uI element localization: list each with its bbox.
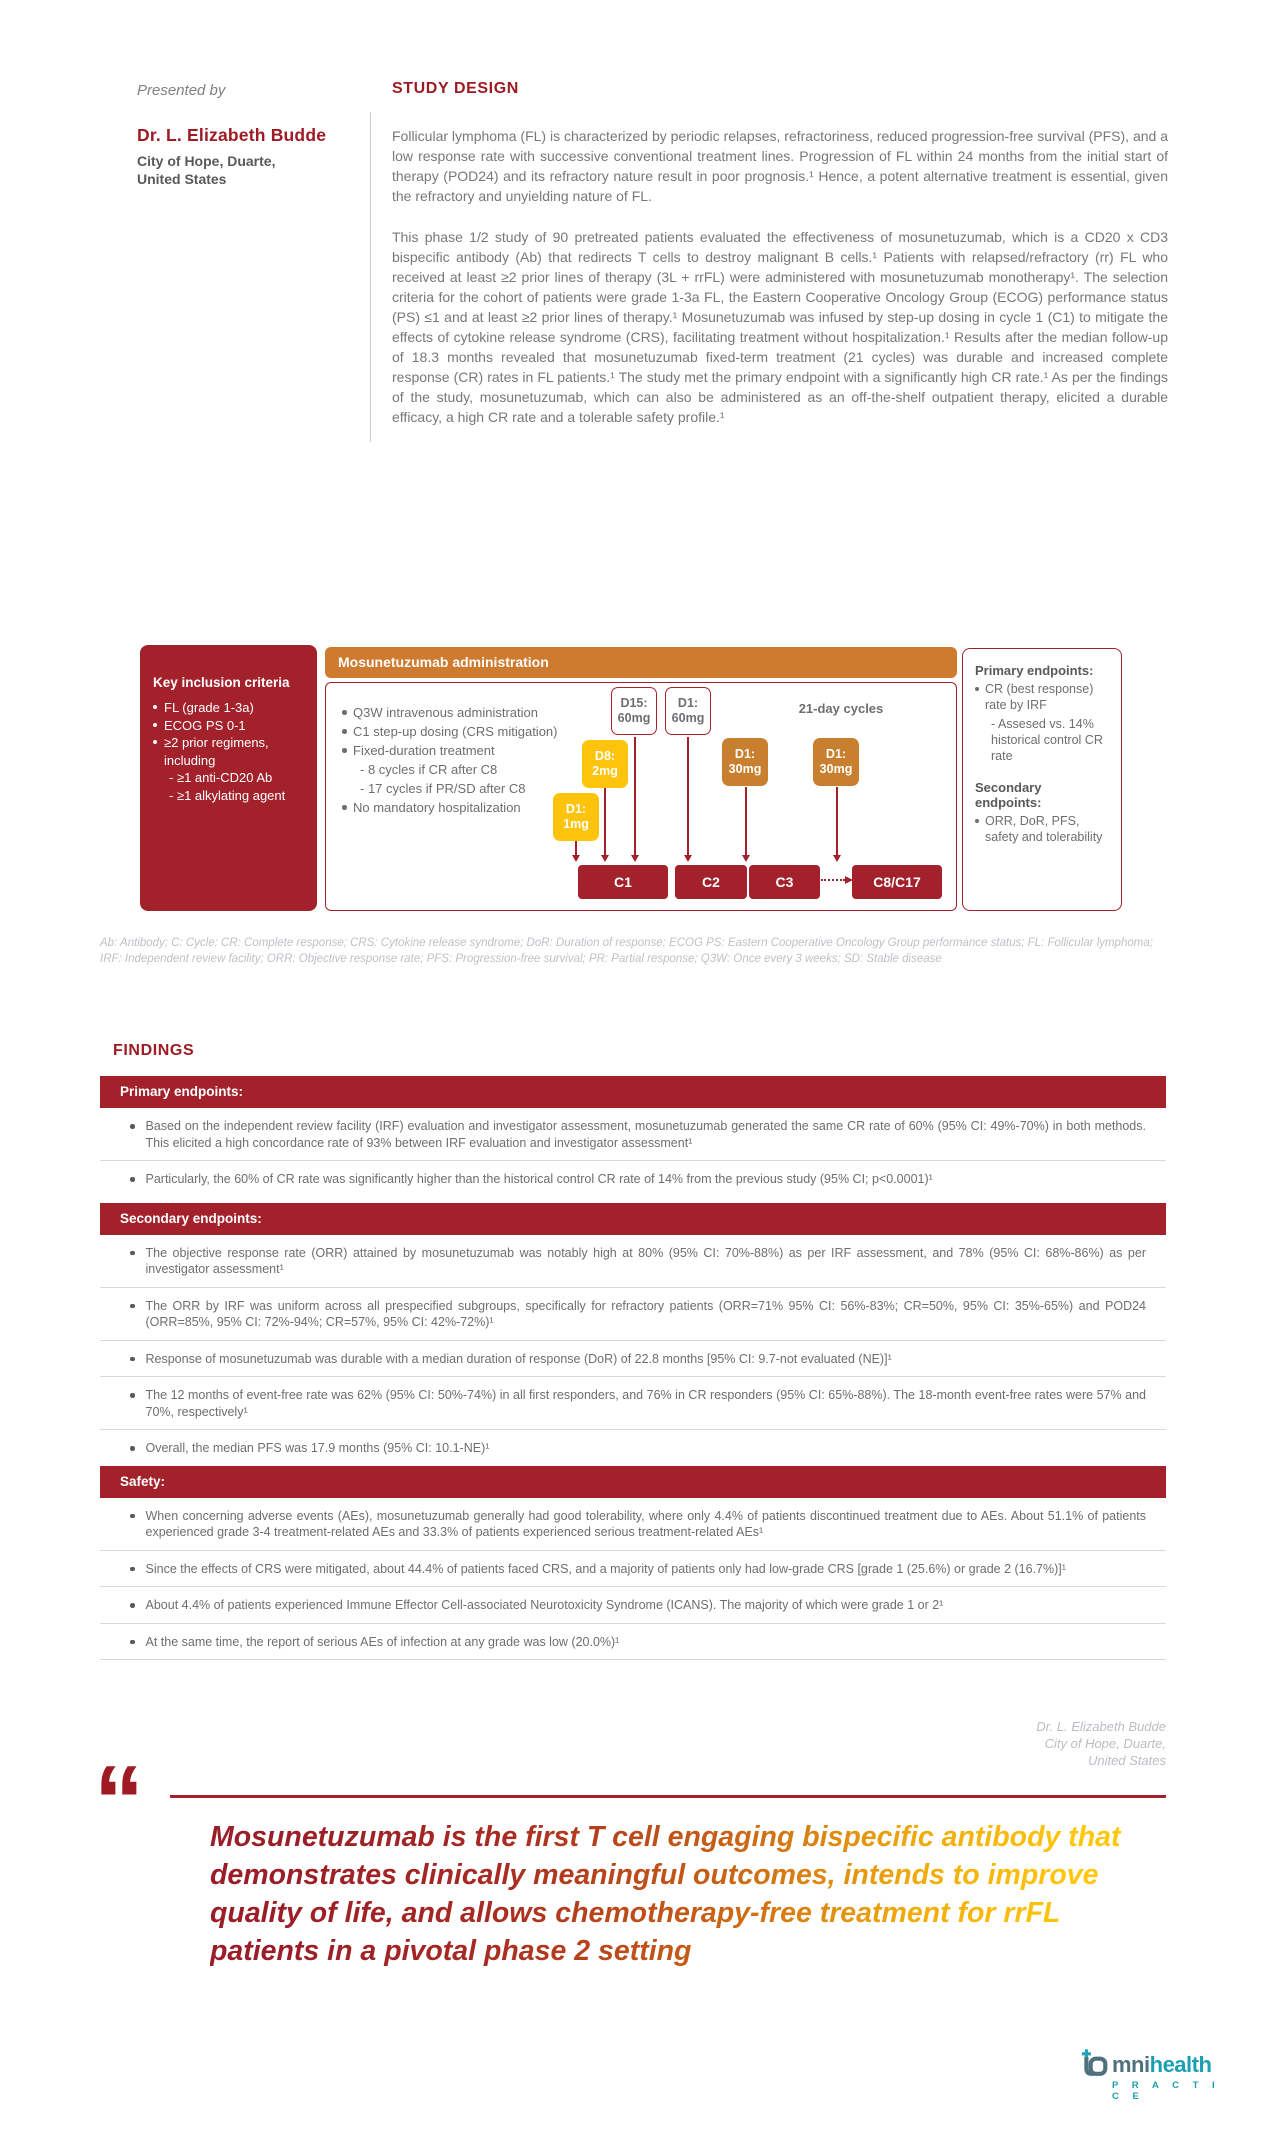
finding-bullet: [100, 1498, 1166, 1550]
dotted-arrow-right-icon: [821, 879, 845, 881]
cycle-box-c8-c17: C8/C17: [852, 865, 942, 899]
findings-header-safety: Safety:: [100, 1466, 1166, 1498]
finding-text: Particularly, the 60% of CR rate was significantly higher than the historical control CR rate of 14% from the previous study (95% CI; p<0.0001)¹: [145, 1172, 933, 1186]
finding-text: Overall, the median PFS was 17.9 months (95% CI: 10.1-NE)¹: [145, 1441, 490, 1455]
bullet-dot-icon: [130, 1393, 135, 1398]
administration-subitem: - 17 cycles if PR/SD after C8: [360, 781, 526, 796]
presenter-block: [137, 82, 357, 188]
dose-amount: 60mg: [617, 711, 651, 725]
logo-brand-suffix: health: [1149, 2052, 1212, 2077]
bullet-dot-icon: [130, 1603, 135, 1608]
inclusion-item: ECOG PS 0-1: [153, 717, 304, 735]
quote-rule: [170, 1795, 1166, 1798]
dose-box-c3-day1: [722, 738, 768, 786]
dose-amount: 2mg: [592, 764, 618, 778]
bullet-dot-icon: [130, 1514, 135, 1519]
dose-day: D8:: [594, 749, 616, 763]
bullet-dot-icon: [130, 1446, 135, 1451]
finding-text: Based on the independent review facility (IRF) evaluation and investigator assessment, mosunetuzumab generated the same CR rate of 60% (95% CI: 49%-70%) in both methods. This elicited a high concordance rate of 93% between IRF evaluation and investigator assessment¹: [145, 1119, 1146, 1150]
dose-box-c2-day1: [665, 687, 711, 735]
bullet-dot-icon: [130, 1177, 135, 1182]
finding-bullet: [100, 1587, 1166, 1623]
dose-day: D1:: [677, 696, 699, 710]
cycle-box-c2: C2: [675, 865, 747, 899]
finding-text: The 12 months of event-free rate was 62% (95% CI: 50%-74%) in all first responders, and 76% in CR responders (95% CI: 65%-88%). The 18-month event-free rates were 57% and 70%, respectively¹: [145, 1388, 1146, 1419]
secondary-endpoints-title: Secondary endpoints:: [975, 780, 1042, 810]
divider: [100, 1659, 1166, 1660]
study-paragraph-1: Follicular lymphoma (FL) is characterized by periodic relapses, refractoriness, reduced progression-free survival (PFS), and a low response rate with successive conventional treatment lines. Progression of FL within 24 months from the initial start of therapy (POD24) and its refractory nature result in poor prognosis.¹ Hence, a potent alternative treatment is essential, given the refractory and unyielding nature of FL.: [392, 128, 1168, 204]
finding-bullet: [100, 1377, 1166, 1429]
inclusion-subitem: - ≥1 anti-CD20 Ab: [169, 770, 273, 785]
pull-quote-text: Mosunetuzumab is the first T cell engaging bispecific antibody that demonstrates clinically meaningful outcomes, intends to improve quality of life, and allows chemotherapy-free treatment for rrFL patients in a pivotal phase 2 setting: [210, 1818, 1168, 1970]
arrow-down-icon: [687, 737, 689, 855]
dose-box-c1-day1: [553, 793, 599, 841]
administration-header-bar: Mosunetuzumab administration: [325, 647, 957, 678]
presenter-affiliation-city: City of Hope, Duarte,: [137, 153, 276, 169]
finding-text: About 4.4% of patients experienced Immune Effector Cell-associated Neurotoxicity Syndrome (ICANS). The majority of which were grade 1 or 2¹: [145, 1598, 944, 1612]
inclusion-subitem: - ≥1 alkylating agent: [169, 787, 286, 803]
presenter-name: Dr. L. Elizabeth Budde: [137, 125, 327, 145]
finding-bullet: [100, 1551, 1166, 1587]
key-inclusion-title: Key inclusion criteria: [153, 675, 290, 690]
bullet-dot-icon: [130, 1640, 135, 1645]
bullet-dot-icon: [130, 1304, 135, 1309]
dose-day: D1:: [734, 747, 756, 761]
arrow-down-icon: [604, 788, 606, 855]
administration-item: Q3W intravenous administration: [341, 703, 641, 722]
arrow-down-icon: [634, 737, 636, 855]
dose-box-c8-day1: [813, 738, 859, 786]
abbreviations-footnote: Ab: Antibody; C: Cycle; CR: Complete response; CRS: Cytokine release syndrome; DoR: Duration of response; ECOG PS: Eastern Cooperative Oncology Group performance status; FL: Follicular lymphoma; IRF: Independent review facility; ORR: Objective response rate; PFS: Progression-free survival; PR: Partial response; Q3W: Once every 3 weeks; SD: Stable disease: [100, 937, 1153, 965]
finding-text: Since the effects of CRS were mitigated, about 44.4% of patients faced CRS, and a majority of patients only had low-grade CRS [grade 1 (25.6%) or grade 2 (16.7%)]¹: [145, 1561, 1066, 1576]
administration-item: No mandatory hospitalization: [341, 798, 641, 817]
dose-box-c1-day15: [611, 687, 657, 735]
cycles-duration-label: 21-day cycles: [798, 701, 884, 716]
finding-text: The objective response rate (ORR) attained by mosunetuzumab was notably high at 80% (95% CI: 70%-88%) as per IRF assessment, and 78% (95% CI: 68%-86%) as per investigator assessment¹: [145, 1245, 1146, 1276]
dose-box-c1-day8: [582, 740, 628, 788]
finding-text: When concerning adverse events (AEs), mosunetuzumab generally had good tolerability, where only 4.4% of patients discontinued treatment due to AEs. About 51.1% of patients experienced grade 3-4 treatment-related AEs and 33.3% of patients experienced serious treatment-related AEs¹: [145, 1508, 1146, 1539]
dose-amount: 1mg: [563, 817, 589, 831]
administration-item: Fixed-duration treatment: [341, 741, 641, 760]
findings-header-secondary: Secondary endpoints:: [100, 1203, 1166, 1235]
findings-section: [100, 1042, 1166, 1660]
finding-text: The ORR by IRF was uniform across all prespecified subgroups, specifically for refractory patients (ORR=71% 95% CI: 56%-83%; CR=50%, 95% CI: 35%-65%) and POD24 (ORR=85%, 95% CI: 72%-94%; CR=57%, 95% CI: 42%-72%)¹: [145, 1298, 1146, 1329]
arrow-down-icon: [575, 841, 577, 855]
logo-brand-prefix: mni: [1112, 2052, 1150, 2077]
logo-tagline: P R A C T I C E: [1112, 2080, 1221, 2102]
bullet-dot-icon: [130, 1357, 135, 1362]
dose-day: D1:: [565, 802, 587, 816]
finding-bullet: [100, 1235, 1166, 1287]
primary-endpoints-title: Primary endpoints:: [975, 663, 1094, 678]
administration-item: C1 step-up dosing (CRS mitigation): [341, 722, 641, 741]
administration-subitem: - 8 cycles if CR after C8: [360, 762, 498, 777]
header-divider: [370, 112, 371, 442]
primary-endpoint-item: CR (best response) rate by IRF: [975, 681, 1111, 713]
dose-day: D15:: [620, 696, 648, 710]
finding-text: At the same time, the report of serious AEs of infection at any grade was low (20.0%)¹: [145, 1634, 620, 1649]
quote-attribution-city: City of Hope, Duarte,: [1044, 1736, 1166, 1751]
cycle-box-c3: C3: [749, 865, 820, 899]
finding-bullet: [100, 1341, 1166, 1377]
quote-attribution-name: Dr. L. Elizabeth Budde: [1036, 1719, 1166, 1734]
inclusion-item: FL (grade 1-3a): [153, 699, 304, 717]
finding-bullet: [100, 1161, 1166, 1197]
findings-header-primary: Primary endpoints:: [100, 1076, 1166, 1108]
study-paragraph-2: This phase 1/2 study of 90 pretreated patients evaluated the effectiveness of mosunetuzumab, which is a CD20 x CD3 bispecific antibody (Ab) that redirects T cells to destroy malignant B cells.¹ Patients with relapsed/refractory (rr) FL who received at least ≥2 prior lines of therapy (3L + rrFL) were administered with mosunetuzumab monotherapy¹. The selection criteria for the cohort of patients were grade 1-3a FL, the Eastern Cooperative Oncology Group (ECOG) performance status (PS) ≤1 and at least ≥2 prior lines of therapy.¹ Mosunetuzumab was infused by step-up dosing in cycle 1 (C1) to mitigate the effects of cytokine release syndrome (CRS), facilitating treatment without hospitalization.¹ Results after the median follow-up of 18.3 months revealed that mosunetuzumab fixed-term treatment (21 cycles) was durable and increased complete response (CR) rates in FL patients.¹ The study met the primary endpoint with a significantly high CR rate.¹ As per the findings of the study, mosunetuzumab, which can also be administered as an off-the-shelf outpatient therapy, elicited a durable efficacy, a high CR rate and a tolerable safety profile.¹: [392, 229, 1168, 425]
bullet-dot-icon: [130, 1251, 135, 1256]
quote-attribution-country: United States: [1087, 1753, 1166, 1768]
dose-amount: 60mg: [671, 711, 705, 725]
administration-box: [325, 682, 957, 911]
dose-amount: 30mg: [728, 762, 762, 776]
secondary-endpoint-item: ORR, DoR, PFS, safety and tolerability: [975, 813, 1111, 845]
findings-title: FINDINGS: [113, 1042, 195, 1059]
finding-text: Response of mosunetuzumab was durable with a median duration of response (DoR) of 22.8 months [95% CI: 9.7-not evaluated (NE)]¹: [145, 1351, 892, 1366]
presented-by-label: Presented by: [137, 82, 226, 99]
bullet-dot-icon: [130, 1567, 135, 1572]
finding-bullet: [100, 1624, 1166, 1660]
omnihealth-logo: [1078, 2048, 1228, 2102]
study-schema-diagram: [0, 645, 1266, 917]
cycle-box-c1: C1: [578, 865, 668, 899]
dose-amount: 30mg: [819, 762, 853, 776]
study-design-title: STUDY DESIGN: [392, 80, 519, 97]
inclusion-item: ≥2 prior regimens, including: [153, 734, 304, 769]
arrow-down-icon: [836, 787, 838, 855]
quote-attribution: [1036, 1718, 1166, 1769]
omnihealth-logo-icon: [1078, 2048, 1110, 2077]
presenter-affiliation-country: United States: [137, 171, 227, 187]
dose-day: D1:: [825, 747, 847, 761]
study-design-section: [392, 80, 1168, 448]
endpoints-box: [962, 648, 1122, 911]
quote-mark-icon: “: [94, 1745, 144, 1857]
finding-bullet: [100, 1430, 1166, 1466]
key-inclusion-criteria-box: [140, 645, 317, 911]
finding-bullet: [100, 1108, 1166, 1160]
primary-endpoint-subitem: - Assesed vs. 14% historical control CR rate: [991, 717, 1103, 763]
finding-bullet: [100, 1288, 1166, 1340]
bullet-dot-icon: [130, 1124, 135, 1129]
arrow-down-icon: [745, 787, 747, 855]
